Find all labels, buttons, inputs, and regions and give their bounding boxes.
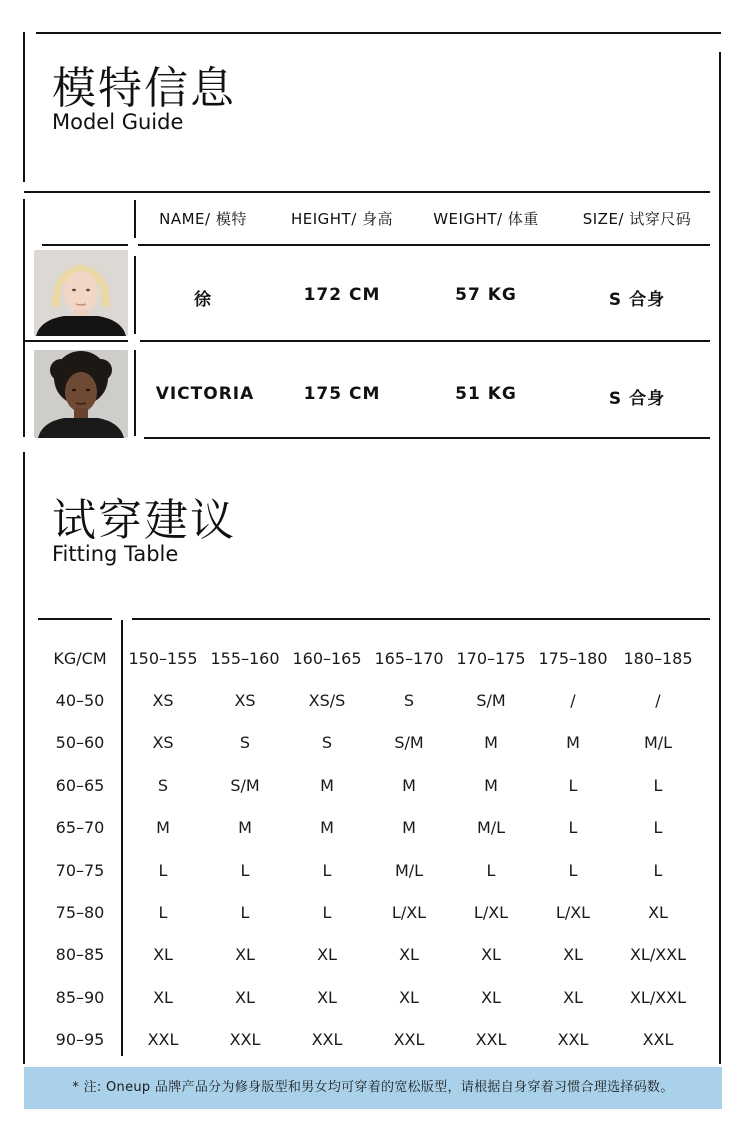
left-border-fitting [23, 452, 25, 1064]
size-cell: M [566, 733, 580, 753]
size-cell: XL [481, 987, 501, 1007]
size-cell: XXL [229, 1030, 261, 1050]
table-row [38, 891, 702, 933]
size-cell: XS/S [308, 691, 346, 711]
weight-label: 60–65 [55, 775, 105, 795]
model-bottom-rule [144, 437, 710, 439]
height-header: 180–185 [623, 648, 693, 668]
size-cell: XS [152, 733, 174, 753]
size-cell: L [568, 775, 578, 795]
size-cell: XL [648, 903, 668, 923]
table-row [38, 764, 702, 806]
left-border-model [23, 199, 25, 437]
model-col-divider [134, 200, 136, 238]
model-2-weight: 51 KG [455, 384, 517, 404]
size-cell: XL/XXL [629, 945, 687, 965]
header-height: HEIGHT/ 身高 [290, 210, 394, 228]
size-cell: L/XL [391, 903, 427, 923]
model-photo-1 [34, 250, 128, 336]
size-cell: XL [563, 987, 583, 1007]
model-1-name: 徐 [194, 290, 212, 310]
size-cell: L [653, 775, 663, 795]
size-cell: XL [317, 987, 337, 1007]
size-cell: L [240, 903, 250, 923]
size-cell: XL [153, 987, 173, 1007]
size-cell: XXL [557, 1030, 589, 1050]
table-row [38, 722, 702, 764]
table-row [38, 849, 702, 891]
size-cell: M [402, 818, 416, 838]
size-cell: XXL [642, 1030, 674, 1050]
size-cell: M [320, 818, 334, 838]
model-guide-title-en: Model Guide [52, 110, 184, 134]
size-cell: M [402, 775, 416, 795]
size-cell: L [158, 860, 168, 880]
model-2-size: S 合身 [608, 389, 666, 409]
table-row [38, 934, 702, 976]
size-cell: XXL [393, 1030, 425, 1050]
height-header: 165–170 [374, 648, 444, 668]
height-header: 175–180 [538, 648, 608, 668]
weight-label: 50–60 [55, 733, 105, 753]
size-cell: XL/XXL [629, 987, 687, 1007]
size-cell: L [322, 903, 332, 923]
left-border-upper [23, 32, 25, 182]
table-row [38, 679, 702, 721]
size-cell: S/M [394, 733, 424, 753]
weight-label: 70–75 [55, 860, 105, 880]
size-cell: L [653, 860, 663, 880]
header-weight: WEIGHT/ 体重 [433, 210, 539, 228]
top-rule [36, 32, 721, 34]
size-cell: XL [235, 945, 255, 965]
size-cell: L [568, 860, 578, 880]
model-header-rule [138, 244, 710, 246]
size-cell: M [156, 818, 170, 838]
brand-note: * 注: Oneup 品牌产品分为修身版型和男女均可穿着的宽松版型，请根据自身穿着习惯合理选择码数。 [24, 1067, 722, 1109]
size-cell: S [239, 733, 251, 753]
model-col-divider-2 [134, 256, 136, 334]
fitting-title-en: Fitting Table [52, 542, 179, 566]
size-cell: M [484, 733, 498, 753]
size-cell: S/M [230, 775, 260, 795]
size-cell: S [403, 691, 415, 711]
model-1-height: 172 CM [303, 285, 381, 305]
model-row-rule-left [24, 340, 128, 342]
size-cell: L [568, 818, 578, 838]
model-col-divider-3 [134, 350, 136, 436]
model-guide-title-cn: 模特信息 [52, 63, 236, 114]
height-header: 170–175 [456, 648, 526, 668]
weight-label: 90–95 [55, 1030, 105, 1050]
size-cell: XL [399, 945, 419, 965]
size-cell: L [158, 903, 168, 923]
size-cell: XL [153, 945, 173, 965]
size-cell: M/L [476, 818, 506, 838]
size-cell: XL [481, 945, 501, 965]
model-row-rule [140, 340, 710, 342]
weight-label: 65–70 [55, 818, 105, 838]
size-cell: XXL [475, 1030, 507, 1050]
model-2-height: 175 CM [303, 384, 381, 404]
model-photo-2 [34, 350, 128, 438]
fitting-title-cn: 试穿建议 [52, 495, 236, 546]
model-2-name: VICTORIA [155, 384, 255, 404]
size-cell: L/XL [555, 903, 591, 923]
table-header-row [38, 637, 702, 679]
size-cell: XL [317, 945, 337, 965]
weight-label: 85–90 [55, 987, 105, 1007]
table-row [38, 1019, 702, 1061]
size-cell: XXL [147, 1030, 179, 1050]
fitting-top-rule [132, 618, 710, 620]
model-top-rule [24, 191, 710, 193]
size-cell: L [240, 860, 250, 880]
size-cell: L [322, 860, 332, 880]
size-cell: M [484, 775, 498, 795]
fitting-table [38, 637, 702, 1061]
size-cell: S [321, 733, 333, 753]
size-cell: XL [399, 987, 419, 1007]
size-cell: L/XL [473, 903, 509, 923]
size-cell: S [157, 775, 169, 795]
corner-label: KG/CM [53, 648, 107, 668]
fitting-top-rule-left [38, 618, 112, 620]
weight-label: 80–85 [55, 945, 105, 965]
height-header: 155–160 [210, 648, 280, 668]
size-cell: XS [152, 691, 174, 711]
model-1-weight: 57 KG [455, 285, 517, 305]
size-cell: / [655, 691, 661, 711]
size-cell: L [653, 818, 663, 838]
size-cell: M [238, 818, 252, 838]
right-border [719, 52, 721, 1064]
model-header-rule-left [42, 244, 128, 246]
size-cell: M/L [394, 860, 424, 880]
header-name: NAME/ 模特 [159, 210, 247, 228]
weight-label: 40–50 [55, 691, 105, 711]
size-cell: XXL [311, 1030, 343, 1050]
size-cell: L [486, 860, 496, 880]
table-row [38, 976, 702, 1018]
height-header: 150–155 [128, 648, 198, 668]
height-header: 160–165 [292, 648, 362, 668]
size-cell: XS [234, 691, 256, 711]
size-cell: M [320, 775, 334, 795]
size-cell: XL [235, 987, 255, 1007]
size-cell: S/M [476, 691, 506, 711]
table-row [38, 807, 702, 849]
size-cell: XL [563, 945, 583, 965]
model-1-size: S 合身 [608, 290, 666, 310]
size-cell: / [570, 691, 576, 711]
weight-label: 75–80 [55, 903, 105, 923]
header-size: SIZE/ 试穿尺码 [582, 210, 692, 228]
size-cell: M/L [643, 733, 673, 753]
